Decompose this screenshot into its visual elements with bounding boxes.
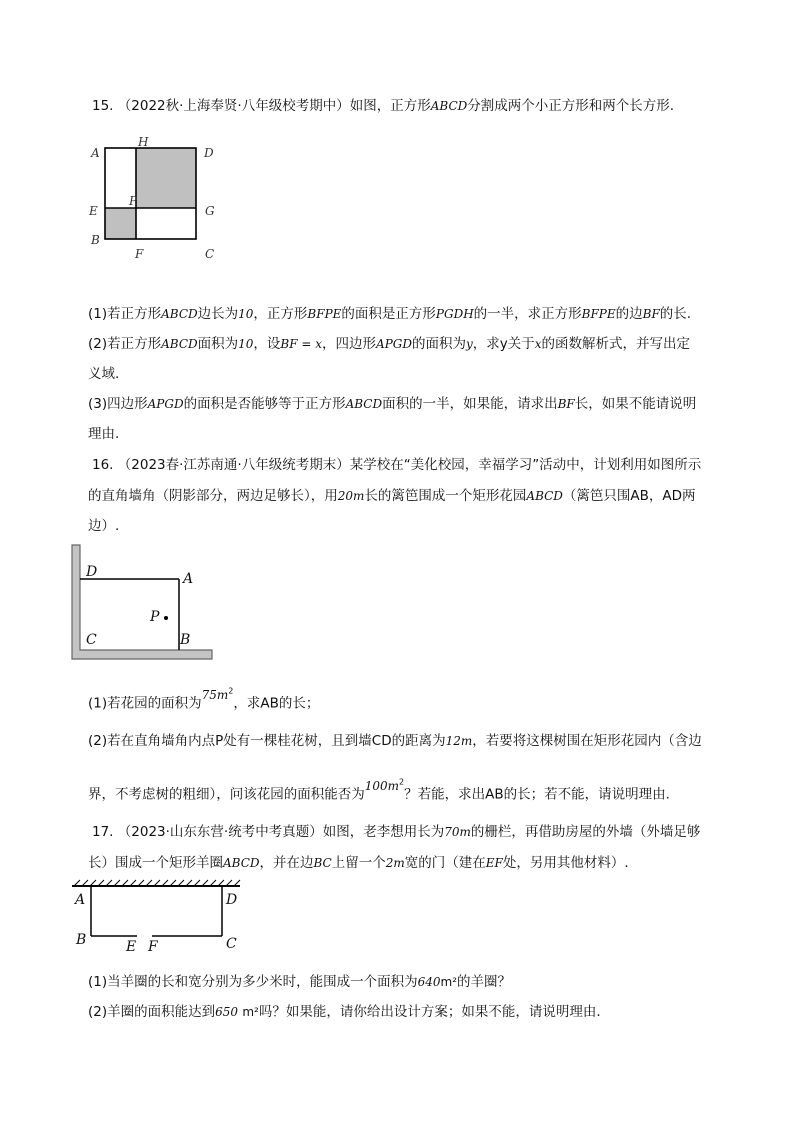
- q17-part2: (2)羊圈的面积能达到650 m²吗？如果能，请你给出设计方案；如果不能，请说明理由.: [88, 1004, 601, 1020]
- q16-stem: 16. （2023春·江苏南通·八年级统考期末）某学校在“美化校园，幸福学习”活动中，计划利用如图所示: [92, 457, 702, 473]
- q15-label-e: E: [89, 204, 98, 218]
- q15-part2-cont: 义域.: [88, 366, 120, 382]
- q16-number: 16.: [92, 457, 114, 473]
- q16-label-c: C: [86, 632, 97, 648]
- q17-label-f: F: [148, 939, 158, 955]
- q17-label-a: A: [75, 892, 86, 908]
- q15-label-g: G: [205, 204, 215, 218]
- q16-stem-line2: 的直角墙角（阴影部分，两边足够长），用20m长的篱笆围成一个矩形花园ABCD（篱笆只围AB，AD两: [88, 488, 696, 504]
- q15-label-c: C: [205, 247, 215, 261]
- q15-stem: 15. （2022秋·上海奉贤·八年级校考期中）如图，正方形ABCD分割成两个小正方形和两个长方形.: [92, 98, 675, 114]
- q15-label-p: P: [129, 194, 138, 208]
- q16-part2: (2)若在直角墙角内点P处有一棵桂花树，且到墙CD的距离为12m，若要将这棵树围在矩形花园内（含边: [88, 733, 702, 749]
- q16-label-b: B: [180, 632, 191, 648]
- q17-stem-line2: 长）围成一个矩形羊圈ABCD，并在边BC上留一个2m宽的门（建在EF处，另用其他材料）.: [88, 855, 629, 871]
- q15-label-a: A: [91, 146, 100, 160]
- q15-part2: (2)若正方形ABCD面积为10，设BF = x，四边形APGD的面积为y，求y关于x的函数解析式，并写出定: [88, 336, 691, 352]
- q15-number: 15.: [92, 98, 114, 114]
- q15-part3: (3)四边形APGD的面积是否能够等于正方形ABCD面积的一半，如果能，请求出BF长，如果不能请说明: [88, 396, 697, 412]
- q15-label-d: D: [204, 146, 214, 160]
- q15-part1: (1)若正方形ABCD边长为10，正方形BFPE的面积是正方形PGDH的一半，求正方形BFPE的边BF的长.: [88, 306, 692, 322]
- q17-part1: (1)当羊圈的长和宽分别为多少米时，能围成一个面积为640m²的羊圈？: [88, 974, 512, 990]
- q15-part3-cont: 理由.: [88, 426, 120, 442]
- q16-label-p: P: [150, 609, 160, 625]
- q17-number: 17.: [92, 824, 114, 840]
- q16-stem-line3: 边）.: [88, 518, 120, 534]
- q16-part1: (1)若花园的面积为$75m^2$，求AB的长；: [88, 686, 320, 712]
- q17-label-c: C: [226, 936, 237, 952]
- q17-label-e: E: [126, 939, 137, 955]
- q15-label-f: F: [135, 247, 144, 261]
- q17-label-d: D: [226, 892, 238, 908]
- q16-part2-cont: 界，不考虑树的粗细），问该花园的面积能否为$100m^2$？若能，求出AB的长；若不能，请说明理由.: [88, 777, 670, 803]
- q17-label-b: B: [76, 932, 87, 948]
- q15-source: （2022秋·上海奉贤·八年级校考期中）: [117, 98, 350, 114]
- q16-label-a: A: [183, 571, 194, 587]
- q16-label-d: D: [86, 564, 98, 580]
- q15-label-h: H: [138, 135, 149, 149]
- q15-label-b: B: [91, 233, 100, 247]
- q17-stem: 17. （2023·山东东营·统考中考真题）如图，老李想用长为70m的栅栏，再借助房屋的外墙（外墙足够: [92, 824, 701, 840]
